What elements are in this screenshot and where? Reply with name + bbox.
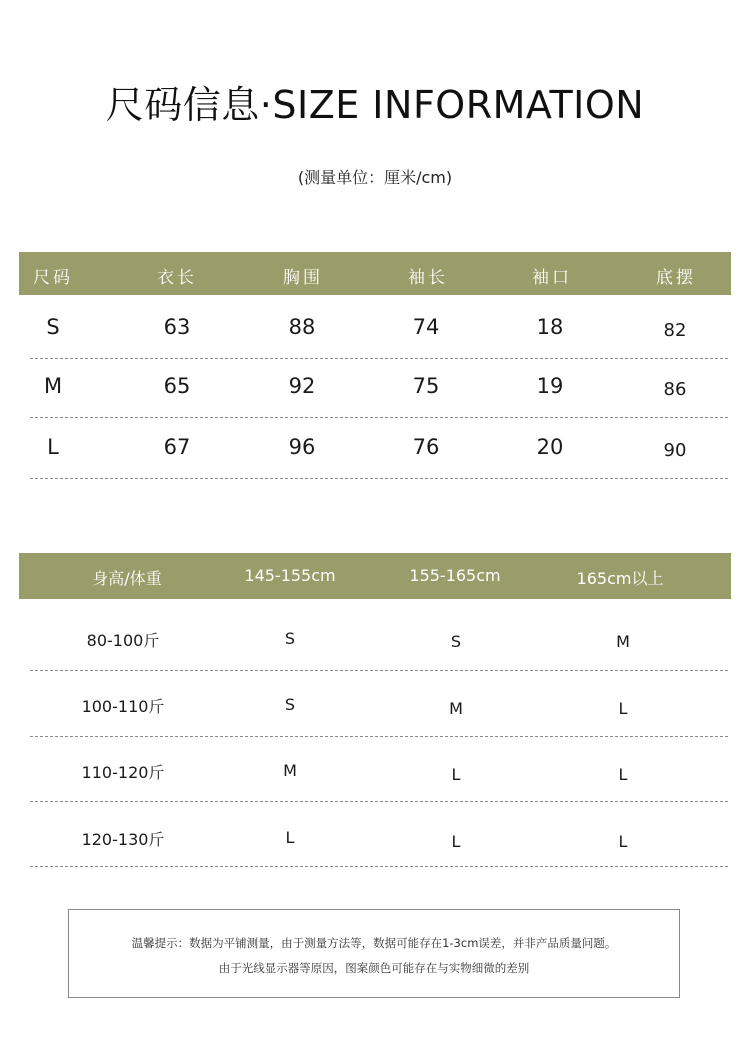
cell-size: L: [47, 435, 59, 459]
cell-weight: 120-130斤: [81, 830, 165, 849]
header-sleeve-length: 袖长: [408, 268, 448, 288]
header-length: 衣长: [157, 268, 197, 288]
cell-size: S: [284, 629, 296, 648]
recommend-table-header: [19, 553, 731, 599]
tip-measurement-error: 温馨提示：数据为平铺测量，由于测量方法等，数据可能存在1-3cm误差，并非产品质量问题。: [131, 936, 617, 950]
cell-size: L: [451, 832, 461, 851]
header-size: 尺码: [33, 268, 73, 288]
table-row: [30, 737, 728, 802]
cell-chest: 96: [288, 435, 316, 459]
cell-size: S: [450, 632, 462, 651]
header-height-165-plus: 165cm以上: [576, 569, 664, 588]
cell-size: L: [618, 699, 628, 718]
tips-box: [68, 909, 680, 998]
cell-size: L: [285, 828, 295, 847]
cell-size: L: [618, 765, 628, 784]
cell-weight: 110-120斤: [81, 763, 165, 782]
cell-size: S: [284, 695, 296, 714]
cell-chest: 88: [288, 315, 316, 339]
tip-color-difference: 由于光线显示器等原因，图案颜色可能存在与实物细微的差别: [218, 961, 530, 975]
unit-subtitle: (测量单位：厘米/cm): [297, 168, 453, 187]
cell-hem: 82: [663, 320, 687, 341]
cell-size: L: [451, 765, 461, 784]
cell-size: M: [616, 632, 630, 651]
cell-length: 67: [163, 435, 191, 459]
table-row: [30, 300, 728, 359]
cell-length: 63: [163, 315, 191, 339]
table-row: [30, 359, 728, 418]
header-cuff: 袖口: [532, 268, 572, 288]
cell-cuff: 18: [536, 315, 564, 339]
table-row: [30, 606, 728, 671]
page-title: 尺码信息·SIZE INFORMATION: [105, 83, 645, 127]
table-row: [30, 420, 728, 479]
cell-sleeve-length: 74: [412, 315, 440, 339]
cell-size: L: [618, 832, 628, 851]
header-height-weight: 身高/体重: [92, 569, 162, 588]
cell-sleeve-length: 75: [412, 374, 440, 398]
header-chest: 胸围: [283, 268, 323, 288]
cell-hem: 90: [663, 440, 687, 461]
cell-cuff: 20: [536, 435, 564, 459]
size-table-header: [19, 252, 731, 295]
table-row: [30, 802, 728, 867]
cell-weight: 100-110斤: [81, 697, 165, 716]
header-height-145-155: 145-155cm: [244, 566, 336, 585]
cell-length: 65: [163, 374, 191, 398]
cell-hem: 86: [663, 379, 687, 400]
cell-size: M: [283, 761, 297, 780]
cell-size: M: [43, 374, 63, 398]
cell-weight: 80-100斤: [86, 631, 160, 650]
table-row: [30, 672, 728, 737]
cell-size: S: [46, 315, 60, 339]
cell-size: M: [449, 699, 463, 718]
header-height-155-165: 155-165cm: [409, 566, 501, 585]
cell-cuff: 19: [536, 374, 564, 398]
cell-chest: 92: [288, 374, 316, 398]
cell-sleeve-length: 76: [412, 435, 440, 459]
header-hem: 底摆: [656, 268, 696, 288]
